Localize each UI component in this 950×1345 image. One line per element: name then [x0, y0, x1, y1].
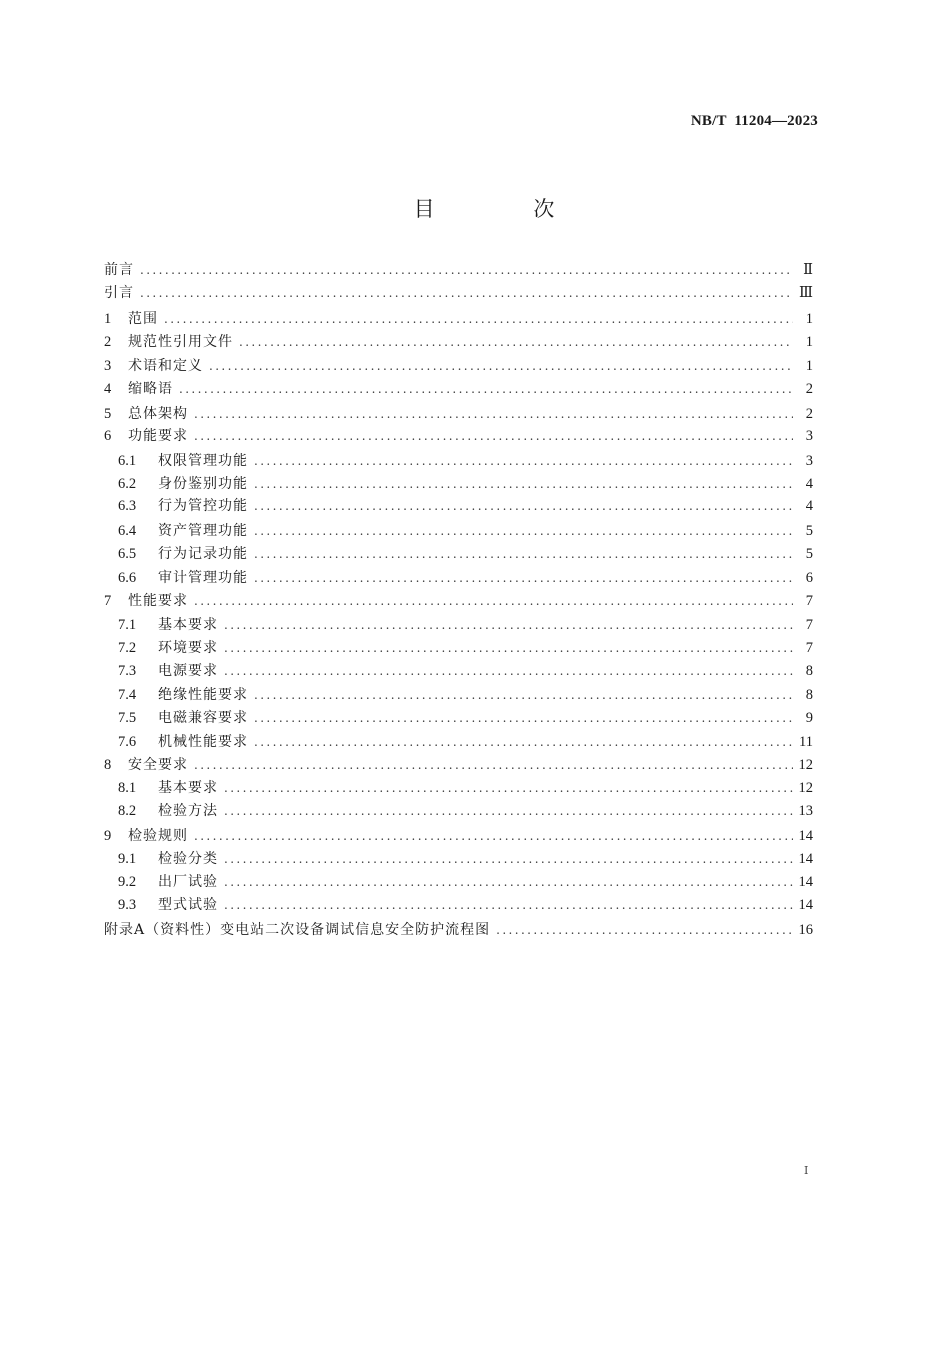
toc-entry-page: 1 — [805, 358, 813, 374]
toc-entry-title: 缩略语 — [128, 381, 173, 397]
toc-entry-number: 5 — [104, 406, 112, 422]
toc-dot-leader — [224, 874, 793, 891]
toc-entry-page: 13 — [798, 803, 813, 819]
toc-entry[interactable] — [104, 453, 813, 470]
toc-entry-title: 安全要求 — [128, 757, 188, 773]
toc-entry[interactable] — [104, 897, 813, 914]
toc-entry-page: 14 — [798, 851, 813, 867]
toc-entry-title: 资产管理功能 — [158, 523, 248, 539]
toc-entry-title: 总体架构 — [128, 406, 188, 422]
toc-entry-title: 术语和定义 — [128, 358, 203, 374]
toc-dot-leader — [254, 546, 793, 563]
toc-entry-title: 环境要求 — [158, 640, 218, 656]
toc-dot-leader — [140, 262, 793, 279]
toc-entry-number: 9.2 — [118, 874, 137, 890]
toc-entry-number: 7 — [104, 593, 112, 609]
toc-entry[interactable] — [104, 570, 813, 587]
toc-entry-page: 12 — [798, 757, 813, 773]
toc-dot-leader — [194, 757, 793, 774]
toc-entry[interactable] — [104, 285, 813, 302]
toc-entry-page: 7 — [805, 617, 813, 633]
toc-dot-leader — [140, 285, 793, 302]
toc-entry-number: 7.3 — [118, 663, 137, 679]
toc-entry[interactable] — [104, 757, 813, 774]
toc-entry[interactable] — [104, 406, 813, 423]
toc-entry[interactable] — [104, 874, 813, 891]
toc-entry[interactable] — [104, 663, 813, 680]
toc-entry-title: 身份鉴别功能 — [158, 476, 248, 492]
toc-entry-number: 6.5 — [118, 546, 137, 562]
toc-entry-page: 16 — [798, 922, 813, 938]
toc-entry-number: 6.1 — [118, 453, 137, 469]
toc-entry-page: 2 — [805, 381, 813, 397]
toc-dot-leader — [254, 734, 793, 751]
toc-entry-number: 7.1 — [118, 617, 137, 633]
toc-entry[interactable] — [104, 476, 813, 493]
toc-entry-page: 4 — [805, 476, 813, 492]
toc-entry-number: 6.6 — [118, 570, 137, 586]
toc-dot-leader — [179, 381, 793, 398]
toc-dot-leader — [224, 617, 793, 634]
toc-title: 目 次 — [413, 197, 601, 221]
toc-entry-title: 检验方法 — [158, 803, 218, 819]
toc-entry-page: 4 — [805, 498, 813, 514]
toc-dot-leader — [254, 498, 793, 515]
toc-entry-title: 基本要求 — [158, 780, 218, 796]
toc-entry-title: 规范性引用文件 — [128, 334, 233, 350]
toc-entry-number: 3 — [104, 358, 112, 374]
toc-entry-number: 7.6 — [118, 734, 137, 750]
toc-dot-leader — [254, 687, 793, 704]
toc-dot-leader — [194, 593, 793, 610]
toc-dot-leader — [209, 358, 793, 375]
toc-entry-number: 6.4 — [118, 523, 137, 539]
toc-entry-title: 范围 — [128, 311, 158, 327]
toc-entry-page: 8 — [805, 663, 813, 679]
toc-entry-title: 行为记录功能 — [158, 546, 248, 562]
toc-entry[interactable] — [104, 381, 813, 398]
toc-entry[interactable] — [104, 710, 813, 727]
toc-dot-leader — [254, 453, 793, 470]
toc-entry[interactable] — [104, 498, 813, 515]
toc-entry-page: 5 — [805, 523, 813, 539]
toc-entry-title: 前言 — [104, 262, 134, 278]
toc-entry-page: 3 — [805, 428, 813, 444]
toc-entry-page: 9 — [805, 710, 813, 726]
toc-entry-title: 性能要求 — [128, 593, 188, 609]
toc-entry-number: 1 — [104, 311, 112, 327]
toc-entry[interactable] — [104, 780, 813, 797]
toc-entry[interactable] — [104, 640, 813, 657]
toc-entry-title: 绝缘性能要求 — [158, 687, 248, 703]
toc-entry-page: Ⅲ — [799, 285, 813, 301]
toc-entry-number: 6.2 — [118, 476, 137, 492]
toc-dot-leader — [224, 851, 793, 868]
toc-entry-page: 14 — [798, 874, 813, 890]
toc-entry-title: 行为管控功能 — [158, 498, 248, 514]
toc-entry[interactable] — [104, 546, 813, 563]
toc-entry-title: 审计管理功能 — [158, 570, 248, 586]
toc-entry[interactable] — [104, 617, 813, 634]
toc-entry-title: 权限管理功能 — [158, 453, 248, 469]
toc-entry-number: 6.3 — [118, 498, 137, 514]
toc-entry-title: 电磁兼容要求 — [158, 710, 248, 726]
toc-entry[interactable] — [104, 523, 813, 540]
toc-dot-leader — [254, 710, 793, 727]
toc-dot-leader — [239, 334, 793, 351]
toc-entry-title: 检验分类 — [158, 851, 218, 867]
toc-dot-leader — [254, 523, 793, 540]
toc-entry-number: 8.1 — [118, 780, 137, 796]
toc-dot-leader — [194, 406, 793, 423]
toc-entry-title: 基本要求 — [158, 617, 218, 633]
toc-dot-leader — [194, 828, 793, 845]
toc-entry[interactable] — [104, 311, 813, 328]
toc-entry-title: 附录A（资料性）变电站二次设备调试信息安全防护流程图 — [104, 922, 491, 938]
toc-entry-number: 4 — [104, 381, 112, 397]
toc-entry[interactable] — [104, 734, 813, 751]
toc-dot-leader — [224, 803, 793, 820]
toc-entry-page: 2 — [805, 406, 813, 422]
toc-entry[interactable] — [104, 922, 813, 939]
toc-dot-leader — [224, 663, 793, 680]
toc-entry-title: 引言 — [104, 285, 134, 301]
toc-entry-page: 8 — [805, 687, 813, 703]
toc-entry[interactable] — [104, 593, 813, 610]
toc-entry-page: 7 — [805, 640, 813, 656]
toc-entry[interactable] — [104, 334, 813, 351]
toc-entry[interactable] — [104, 687, 813, 704]
toc-dot-leader — [224, 640, 793, 657]
toc-entry[interactable] — [104, 428, 813, 445]
toc-dot-leader — [224, 780, 793, 797]
toc-entry-number: 8 — [104, 757, 112, 773]
toc-entry-number: 7.5 — [118, 710, 137, 726]
toc-entry[interactable] — [104, 803, 813, 820]
toc-entry-title: 出厂试验 — [158, 874, 218, 890]
toc-entry-page: Ⅱ — [803, 262, 813, 278]
toc-entry-page: 14 — [798, 897, 813, 913]
toc-entry-number: 7.2 — [118, 640, 137, 656]
toc-entry-title: 型式试验 — [158, 897, 218, 913]
toc-dot-leader — [164, 311, 793, 328]
toc-entry[interactable] — [104, 358, 813, 375]
toc-entry-page: 1 — [805, 334, 813, 350]
toc-dot-leader — [496, 922, 793, 939]
toc-entry-page: 5 — [805, 546, 813, 562]
toc-entry-page: 7 — [805, 593, 813, 609]
toc-entry-number: 9.3 — [118, 897, 137, 913]
toc-entry-title: 功能要求 — [128, 428, 188, 444]
toc-dot-leader — [254, 476, 793, 493]
toc-entry[interactable] — [104, 851, 813, 868]
toc-entry-page: 14 — [798, 828, 813, 844]
toc-entry-number: 7.4 — [118, 687, 137, 703]
toc-entry-number: 9.1 — [118, 851, 137, 867]
toc-entry[interactable] — [104, 828, 813, 845]
toc-entry-title: 电源要求 — [158, 663, 218, 679]
toc-entry-page: 12 — [798, 780, 813, 796]
toc-dot-leader — [254, 570, 793, 587]
toc-entry-page: 3 — [805, 453, 813, 469]
toc-entry-title: 机械性能要求 — [158, 734, 248, 750]
toc-entry-number: 8.2 — [118, 803, 137, 819]
toc-entry-title: 检验规则 — [128, 828, 188, 844]
standard-code: NB/T 11204—2023 — [690, 113, 818, 129]
page-folio: Ⅰ — [804, 1164, 809, 1177]
toc-entry-number: 2 — [104, 334, 112, 350]
toc-entry-number: 6 — [104, 428, 112, 444]
toc-entry[interactable] — [104, 262, 813, 279]
toc-entry-page: 11 — [799, 734, 813, 750]
toc-entry-page: 1 — [805, 311, 813, 327]
toc-dot-leader — [224, 897, 793, 914]
toc-entry-number: 9 — [104, 828, 112, 844]
toc-dot-leader — [194, 428, 793, 445]
toc-entry-page: 6 — [805, 570, 813, 586]
